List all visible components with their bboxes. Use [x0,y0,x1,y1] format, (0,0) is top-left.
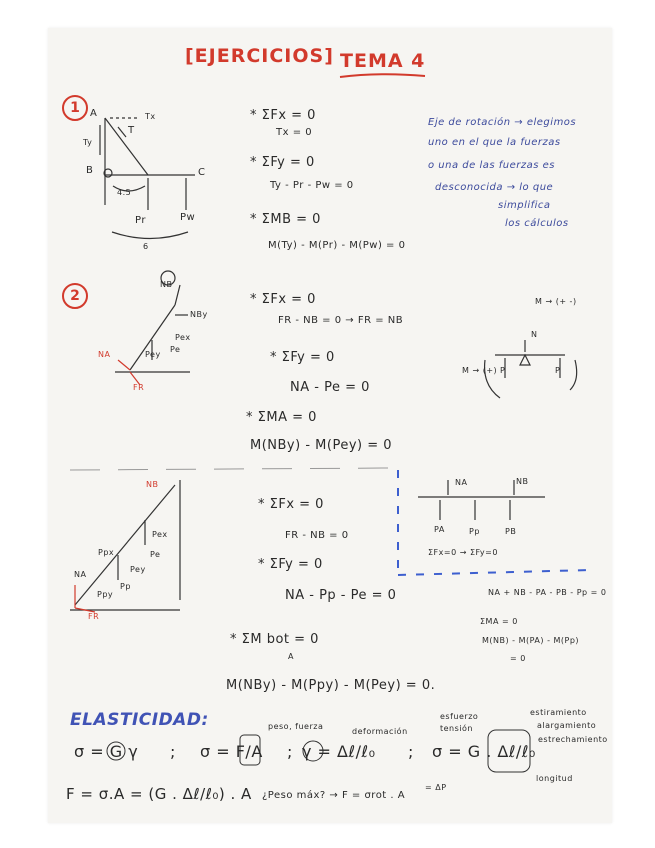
side-p1: P [500,366,506,375]
fbd-s2: ΣMA = 0 [480,617,518,626]
elasticity-sep1: ; [170,742,176,761]
ex2-eq11-sub: A [288,652,294,661]
label-t: T [128,125,135,136]
na-arrow [118,360,130,370]
label-45: 4.5 [117,188,132,197]
ann-peso: peso, fuerza [268,722,324,731]
ann-deform: deformación [352,727,408,736]
ex1-eq5: * ΣMB = 0 [250,212,321,227]
label-na: NA [98,350,111,359]
label-nb: NB [160,280,173,289]
fbd-pb-label: PB [505,527,517,536]
label-6: 6 [143,242,149,251]
title-underline [340,74,425,77]
elasticity-sep2: ; [287,742,293,761]
elasticity-title: ELASTICIDAD: [70,710,209,730]
ex2-side-figure [485,340,577,398]
ex1-note-5: simplifica [498,200,551,211]
side-mminus: M → (+) [462,366,498,375]
label-pe: Pe [170,345,181,354]
ex2-eq9: * ΣFy = 0 [258,557,323,572]
ann-tension: tensión [440,724,473,733]
ex1-note-2: uno en el que la fuerzas [428,137,561,148]
elasticity-eq6: ¿Peso máx? → F = σrot . A [262,790,406,801]
ex1-eq3: * ΣFy = 0 [250,155,315,170]
ex2-eq11: * ΣM bot = 0 [230,632,319,647]
fbd-nb-label: NB [516,477,529,486]
label-nb-2: NB [146,480,159,489]
label-pr: Pr [135,215,146,226]
elasticity-eq4: σ = G . Δℓ/ℓ₀ [432,742,536,761]
label-a: A [90,108,98,119]
label-fr: FR [133,383,145,392]
fbd-na-label: NA [455,478,468,487]
side-rot-right [570,360,577,390]
blue-separator-horizontal [398,570,590,575]
side-support [520,355,530,365]
t-arrow [118,127,126,137]
ex2-eq12: M(NBy) - M(Ppy) - M(Pey) = 0. [226,678,436,693]
label-ppy: Ppy [97,590,114,599]
ex2-fbd [418,480,545,520]
ex2-eq1: * ΣFx = 0 [250,292,316,307]
elasticity-sep3: ; [408,742,414,761]
label-nby: NBy [190,310,208,319]
label-pey-2: Pey [130,565,146,574]
cable [105,118,148,175]
label-b: B [86,165,94,176]
exercise-2-number: 2 [62,283,88,309]
ex1-note-4: desconocida → lo que [435,182,554,193]
label-pp: Pp [120,582,131,591]
ex1-eq2: Tx = 0 [276,127,313,138]
elasticity-eq2: σ = F/A [200,742,263,761]
elasticity-eq3: γ = Δℓ/ℓ₀ [302,742,376,761]
ann-esfuerzo: esfuerzo [440,712,479,721]
ann-estrecha: estrechamiento [538,735,608,744]
ex1-eq1: * ΣFx = 0 [250,108,316,123]
label-tx: Tx [145,112,156,121]
d6-brace [112,232,188,239]
exercise-1-number: 1 [62,95,88,121]
header-tema: TEMA 4 [340,50,426,72]
fbd-sum: ΣFx=0 → ΣFy=0 [428,548,498,557]
ex1-note-6: los cálculos [505,218,569,229]
ex2-eq6: M(NBy) - M(Pey) = 0 [250,438,393,453]
section-separator [70,468,390,470]
label-pe-2: Pe [150,550,161,559]
elasticity-eq6b: = ΔP [425,783,447,792]
label-ty: Ty [83,138,93,147]
side-p2: P [555,366,561,375]
ex2-eq3: * ΣFy = 0 [270,350,335,365]
ex2-eq5: * ΣMA = 0 [246,410,317,425]
ex1-note-3: o una de las fuerzas es [428,160,556,171]
ann-estira: estiramiento [530,708,587,717]
label-pw: Pw [180,212,196,223]
ex1-note-1: Eje de rotación → elegimos [428,117,577,128]
fbd-pa-label: PA [434,525,445,534]
ex2-eq2: FR - NB = 0 → FR = NB [278,315,404,326]
fbd-pp-label: Pp [469,527,480,536]
elasticity-eq5: F = σ.A = (G . Δℓ/ℓ₀) . A [66,785,252,803]
ex2-diagram-bottom [70,480,180,612]
side-mplus: M → (+ -) [535,297,577,306]
ex2-diagram-top [115,271,190,385]
fbd-s4: = 0 [510,654,526,663]
label-pex-2: Pex [152,530,168,539]
label-pey: Pey [145,350,161,359]
ladder [130,305,175,370]
fbd-s3: M(NB) - M(PA) - M(Pp) [482,636,580,645]
label-fr-2: FR [88,612,100,621]
ex1-eq4: Ty - Pr - Pw = 0 [270,180,354,191]
elasticity-eq1: σ = G γ [74,742,139,761]
label-c: C [198,167,206,178]
ex2-eq10: NA - Pp - Pe = 0 [285,588,397,603]
nb-arrow [175,285,180,305]
ex2-eq7: * ΣFx = 0 [258,497,324,512]
header-ejercicios: [EJERCICIOS] [185,45,334,67]
fbd-s1: NA + NB - PA - PB - Pp = 0 [488,588,607,597]
ex1-eq6: M(Ty) - M(Pr) - M(Pw) = 0 [268,240,406,251]
ann-longitud: longitud [536,774,573,783]
label-na-2: NA [74,570,87,579]
side-n: N [531,330,538,339]
label-ppx: Ppx [98,548,115,557]
ann-alarga: alargamiento [537,721,597,730]
ex2-eq8: FR - NB = 0 [285,530,349,541]
label-pex: Pex [175,333,191,342]
ex2-eq4: NA - Pe = 0 [290,380,370,395]
